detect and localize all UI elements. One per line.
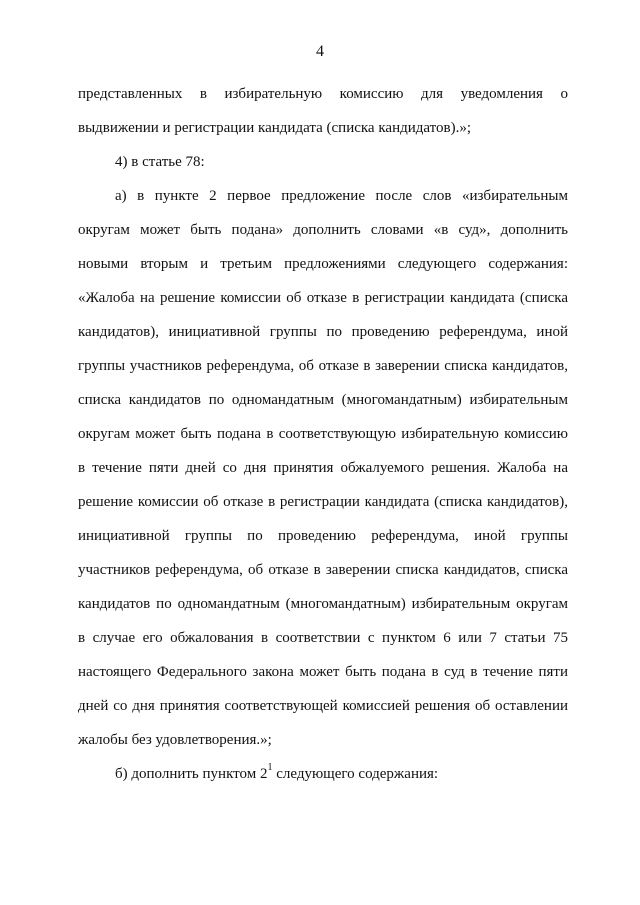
text-line: округам может быть подана в соответствующую избирательную комиссию [78, 426, 568, 442]
superscript: 1 [267, 762, 273, 773]
text-line: округам может быть подана» дополнить словами «в суд», дополнить [78, 222, 568, 238]
text-line: настоящего Федерального закона может быть подана в суд в течение пяти [78, 664, 568, 680]
text-line: группы участников референдума, об отказе в заверении списка кандидатов, [78, 358, 568, 374]
text-line: 4) в статье 78: [115, 154, 205, 170]
text-line [115, 764, 568, 784]
page-number: 4 [316, 43, 324, 60]
text-line: кандидатов по одномандатным (многомандатным) избирательным округам [78, 596, 568, 612]
text-line: в течение пяти дней со дня принятия обжалуемого решения. Жалоба на [78, 460, 568, 476]
text-line: дней со дня принятия соответствующей комиссией решения об оставлении [78, 698, 568, 714]
text-fragment: следующего содержания: [272, 766, 439, 782]
text-line: участников референдума, об отказе в заверении списка кандидатов, списка [78, 562, 568, 578]
text-line: решение комиссии об отказе в регистрации кандидата (списка кандидатов), [78, 494, 568, 510]
text-fragment: б) дополнить пунктом 2 [115, 766, 268, 782]
text-line: а) в пункте 2 первое предложение после слов «избирательным [115, 188, 568, 204]
text-line: новыми вторым и третьим предложениями следующего содержания: [78, 256, 568, 272]
text-line: кандидатов), инициативной группы по проведению референдума, иной [78, 324, 568, 340]
text-line: жалобы без удовлетворения.»; [78, 732, 272, 748]
text-line: выдвижении и регистрации кандидата (списка кандидатов).»; [78, 120, 472, 136]
text-line: представленных в избирательную комиссию для уведомления о [78, 86, 568, 102]
text-line: списка кандидатов по одномандатным (многомандатным) избирательным [78, 392, 568, 408]
text-line: в случае его обжалования в соответствии с пунктом 6 или 7 статьи 75 [78, 630, 568, 646]
text-line: инициативной группы по проведению референдума, иной группы [78, 528, 568, 544]
text-line: «Жалоба на решение комиссии об отказе в регистрации кандидата (списка [78, 290, 568, 306]
